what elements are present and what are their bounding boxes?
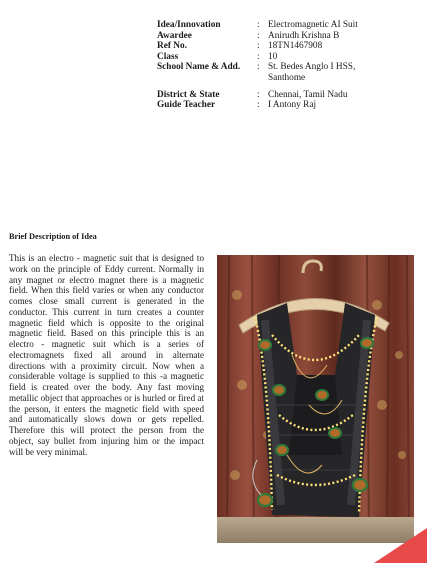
suit-photo-illustration — [217, 255, 414, 543]
coil-icon — [259, 340, 271, 350]
separator: : — [257, 100, 260, 111]
coil-icon — [353, 479, 367, 491]
separator: : — [257, 30, 260, 41]
separator: : — [257, 20, 260, 30]
district-label: District & State — [157, 89, 220, 100]
suit-photo — [217, 255, 414, 543]
idea-value: Electromagnetic AI Suit — [268, 20, 358, 30]
brief-heading: Brief Description of Idea — [9, 232, 97, 241]
coil-icon — [258, 494, 272, 506]
guide-value: I Antony Raj — [268, 100, 317, 111]
awardee-label: Awardee — [157, 30, 192, 41]
coil-icon — [276, 445, 288, 455]
separator: : — [257, 89, 260, 100]
district-value: Chennai, Tamil Nadu — [268, 89, 348, 100]
class-label: Class — [157, 51, 179, 62]
coil-icon — [329, 428, 341, 438]
ref-label: Ref No. — [157, 41, 187, 52]
ref-value: 18TN1467908 — [268, 41, 323, 52]
brief-paragraph: This is an electro - magnetic suit that is designed to work on the principle of Eddy current. Normally in any magnet or electro magnet there is a magnetic field. When this field varies or when any conductor comes close small current is generated in the conductor. This current in turn creates a counter magnetic field which is opposite to the original magnetic field. Based on this principle this is an electro - magnetic suit which is a series of electromagnets fixed all around in alternate directions with a proximity circuit. Now when a considerable voltage is supplied to this -a magnetic field is created over the body. Any fast moving metallic object that approaches or is hurled or fired at the person, it enters the magnetic field with speed and automatically slows down or gets repelled. Therefore this will protect the person from the object, say bullet from injuring him or the impact will be very minimal. — [9, 253, 204, 457]
guide-label: Guide Teacher — [157, 100, 216, 111]
coil-icon — [273, 385, 285, 395]
school-label: School Name & Add. — [157, 62, 241, 73]
school-value: St. Bedes Anglo I HSS, Santhome — [268, 62, 356, 83]
separator: : — [257, 41, 260, 52]
class-value: 10 — [268, 51, 278, 62]
separator: : — [257, 62, 260, 73]
separator: : — [257, 51, 260, 62]
idea-label: Idea/Innovation — [157, 20, 221, 30]
awardee-value: Anirudh Krishna B — [268, 30, 340, 41]
coil-icon — [361, 338, 373, 348]
coil-icon — [316, 390, 328, 400]
